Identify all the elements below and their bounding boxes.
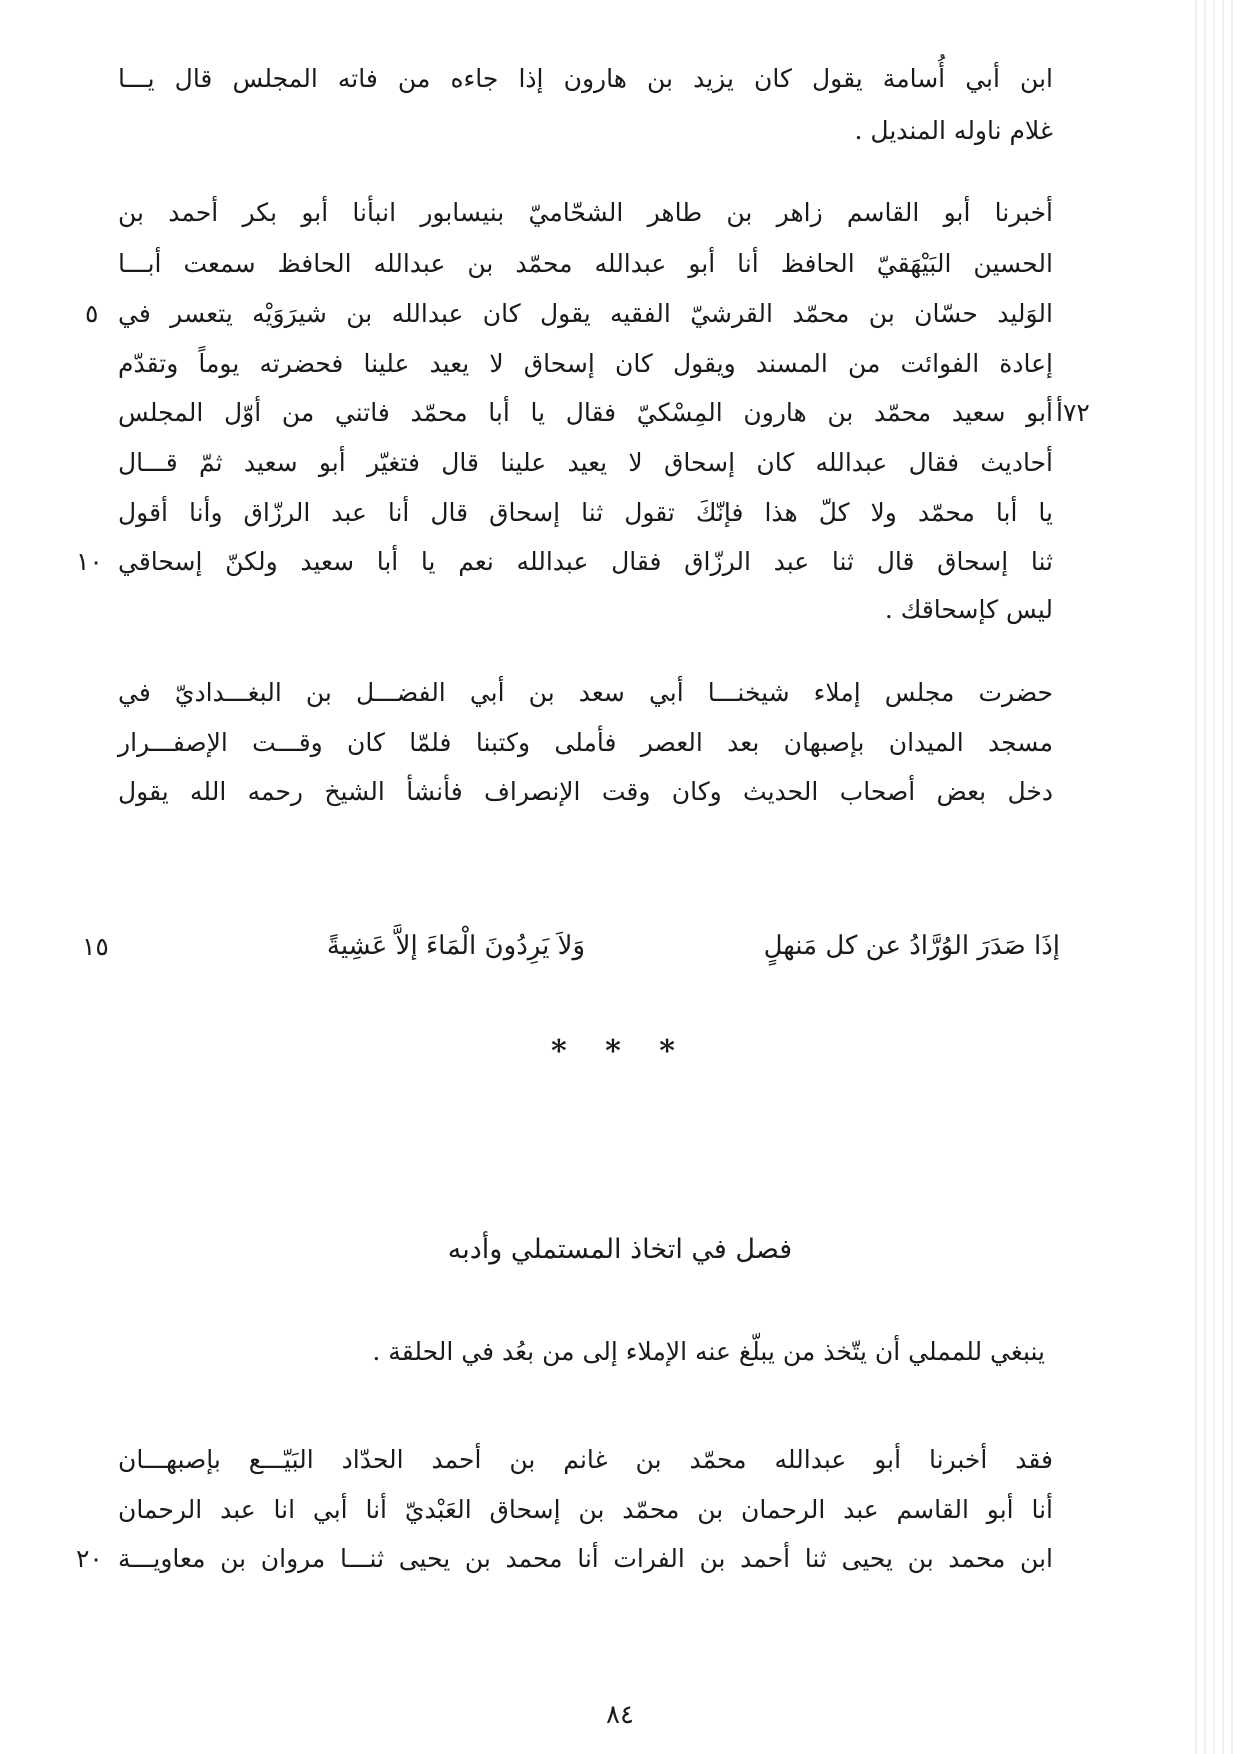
text-line: إعادة الفوائت من المسند ويقول كان إسحاق لا يعيد علينا فحضرته يوماً وتقدّم (118, 349, 1053, 378)
text-line: أحاديث فقال عبدالله كان إسحاق لا يعيد علينا قال فتغيّر أبو سعيد ثمّ قـــال (118, 448, 1053, 477)
poetry-verse (160, 926, 1060, 966)
text-line: يا أبا محمّد ولا كلّ هذا فإنّكَ تقول ثنا إسحاق قال أنا عبد الرزّاق وأنا أقول (118, 498, 1053, 527)
margin-line-number: ٢٠ (76, 1544, 103, 1573)
text-line: الحسين البَيْهَقيّ الحافظ أنا أبو عبدالله محمّد بن عبدالله الحافظ سمعت أبـــا (118, 249, 1053, 278)
margin-folio-reference: ٧٢أ (1056, 398, 1090, 427)
verse-hemistich-first: إذَا صَدَرَ الوُرَّادُ عن كل مَنهلٍ (763, 931, 1060, 961)
margin-line-number: ١٥ (82, 932, 109, 961)
margin-line-number: ٥ (85, 299, 99, 328)
text-line: فقد أخبرنا أبو عبدالله محمّد بن غانم بن أحمد الحدّاد البَيّـــع بإصبهـــان (118, 1445, 1053, 1474)
text-line: دخل بعض أصحاب الحديث وكان وقت الإنصراف فأنشأ الشيخ رحمه الله يقول (118, 777, 1053, 806)
margin-line-number: ١٠ (76, 547, 103, 576)
text-line: مسجد الميدان بإصبهان بعد العصر فأملى وكتبنا فلمّا كان وقـــت الإصفـــرار (118, 728, 1053, 757)
text-line: ليس كإسحاقك . (884, 595, 1053, 624)
section-separator: * * * (551, 1034, 689, 1069)
text-line: غلام ناوله المنديل . (854, 116, 1053, 145)
section-heading: فصل في اتخاذ المستملي وأدبه (447, 1234, 793, 1265)
text-line: أخبرنا أبو القاسم زاهر بن طاهر الشحّاميّ بنيسابور انبأنا أبو بكر أحمد بن (118, 198, 1053, 227)
text-line: حضرت مجلس إملاء شيخنـــا أبي سعد بن أبي الفضـــل بن البغـــداديّ في (118, 678, 1053, 707)
text-line: ابن محمد بن يحيى ثنا أحمد بن الفرات أنا محمد بن يحيى ثنـــا مروان بن معاويـــة (118, 1544, 1053, 1573)
page-number: ٨٤ (606, 1700, 634, 1730)
text-line: ثنا إسحاق قال ثنا عبد الرزّاق فقال عبدالله نعم يا أبا سعيد ولكنّ إسحاقي (118, 547, 1053, 576)
text-line: الوَليد حسّان بن محمّد القرشيّ الفقيه يقول كان عبدالله بن شيرَوَيْه يتعسر في (118, 299, 1053, 328)
text-line: أنا أبو القاسم عبد الرحمان بن محمّد بن إسحاق العَبْديّ أنا أبي انا عبد الرحمان (118, 1495, 1053, 1524)
text-line: ابن أبي أُسامة يقول كان يزيد بن هارون إذا جاءه من فاته المجلس قال يـــا (118, 64, 1053, 93)
text-line: أبو سعيد محمّد بن هارون المِسْكيّ فقال يا أبا محمّد فاتني من أوّل المجلس (118, 398, 1053, 427)
text-line: ينبغي للمملي أن يتّخذ من يبلّغ عنه الإملاء إلى من بعُد في الحلقة . (372, 1337, 1045, 1366)
verse-hemistich-second: وَلاَ يَرِدُونَ الْمَاءَ إلاَّ عَشِيةً (326, 931, 585, 961)
